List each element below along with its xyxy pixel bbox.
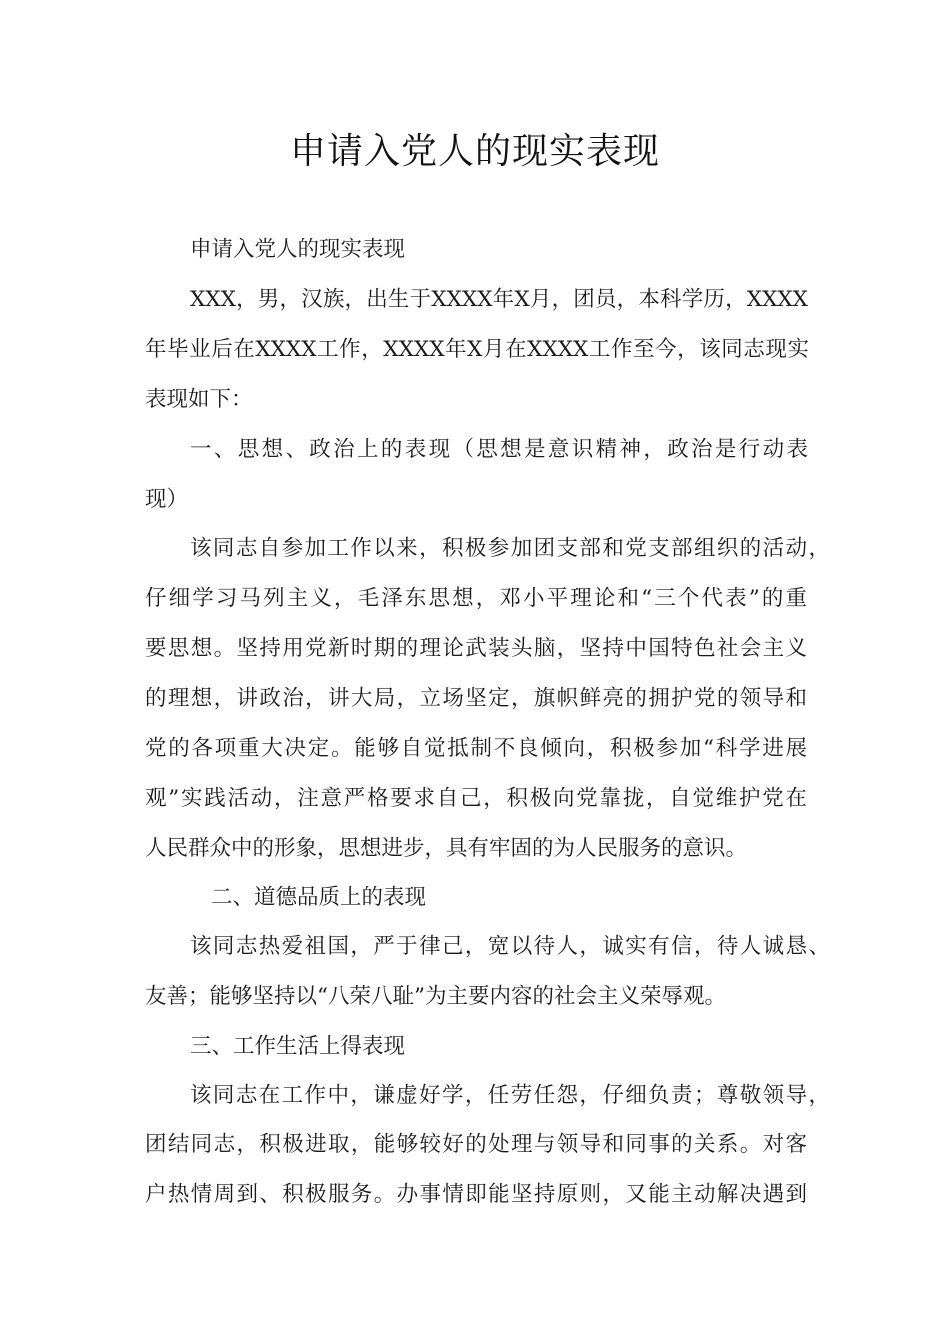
body-line: 该同志在工作中，谦虚好学，任劳任怨，仔细负责；尊敬领导， (190, 1083, 830, 1108)
body-line: 友善；能够坚持以“八荣八耻”为主要内容的社会主义荣辱观。 (145, 984, 726, 1009)
body-line: 表现如下： (145, 387, 253, 412)
section-heading-1-cont: 现） (145, 487, 189, 512)
body-line: 的理想，讲政治，讲大局，立场坚定，旗帜鲜亮的拥护党的领导和 (145, 686, 807, 711)
body-line: 要思想。坚持用党新时期的理论武装头脑，坚持中国特色社会主义 (145, 636, 807, 661)
body-line: 户热情周到、积极服务。办事情即能坚持原则，又能主动解决遇到 (145, 1182, 807, 1207)
body-line: 观”实践活动，注意严格要求自己，积极向党靠拢，自觉维护党在 (145, 786, 807, 811)
body-line: 该同志自参加工作以来，积极参加团支部和党支部组织的活动， (190, 536, 830, 561)
section-heading-2: 二、道德品质上的表现 (211, 885, 427, 910)
body-line: 仔细学习马列主义，毛泽东思想，邓小平理论和“三个代表”的重 (145, 586, 807, 611)
section-heading-1: 一、思想、政治上的表现（思想是意识精神，政治是行动表 (190, 437, 808, 462)
body-line: 该同志热爱祖国，严于律己，宽以待人，诚实有信，待人诚恳、 (190, 934, 830, 959)
body-line: 团结同志，积极进取，能够较好的处理与领导和同事的关系。对客 (145, 1132, 807, 1157)
document-title: 申请入党人的现实表现 (289, 131, 660, 172)
subtitle-line: 申请入党人的现实表现 (190, 237, 406, 262)
body-line: 年毕业后在XXXX工作，XXXX年X月在XXXX工作至今，该同志现实 (145, 337, 809, 362)
body-line: 人民群众中的形象，思想进步，具有牢固的为人民服务的意识。 (145, 836, 748, 861)
body-line: 党的各项重大决定。能够自觉抵制不良倾向，积极参加“科学进展 (145, 736, 807, 761)
body-line: XXX，男，汉族，出生于XXXX年X月，团员，本科学历，XXXX (190, 287, 808, 312)
section-heading-3: 三、工作生活上得表现 (190, 1034, 406, 1059)
